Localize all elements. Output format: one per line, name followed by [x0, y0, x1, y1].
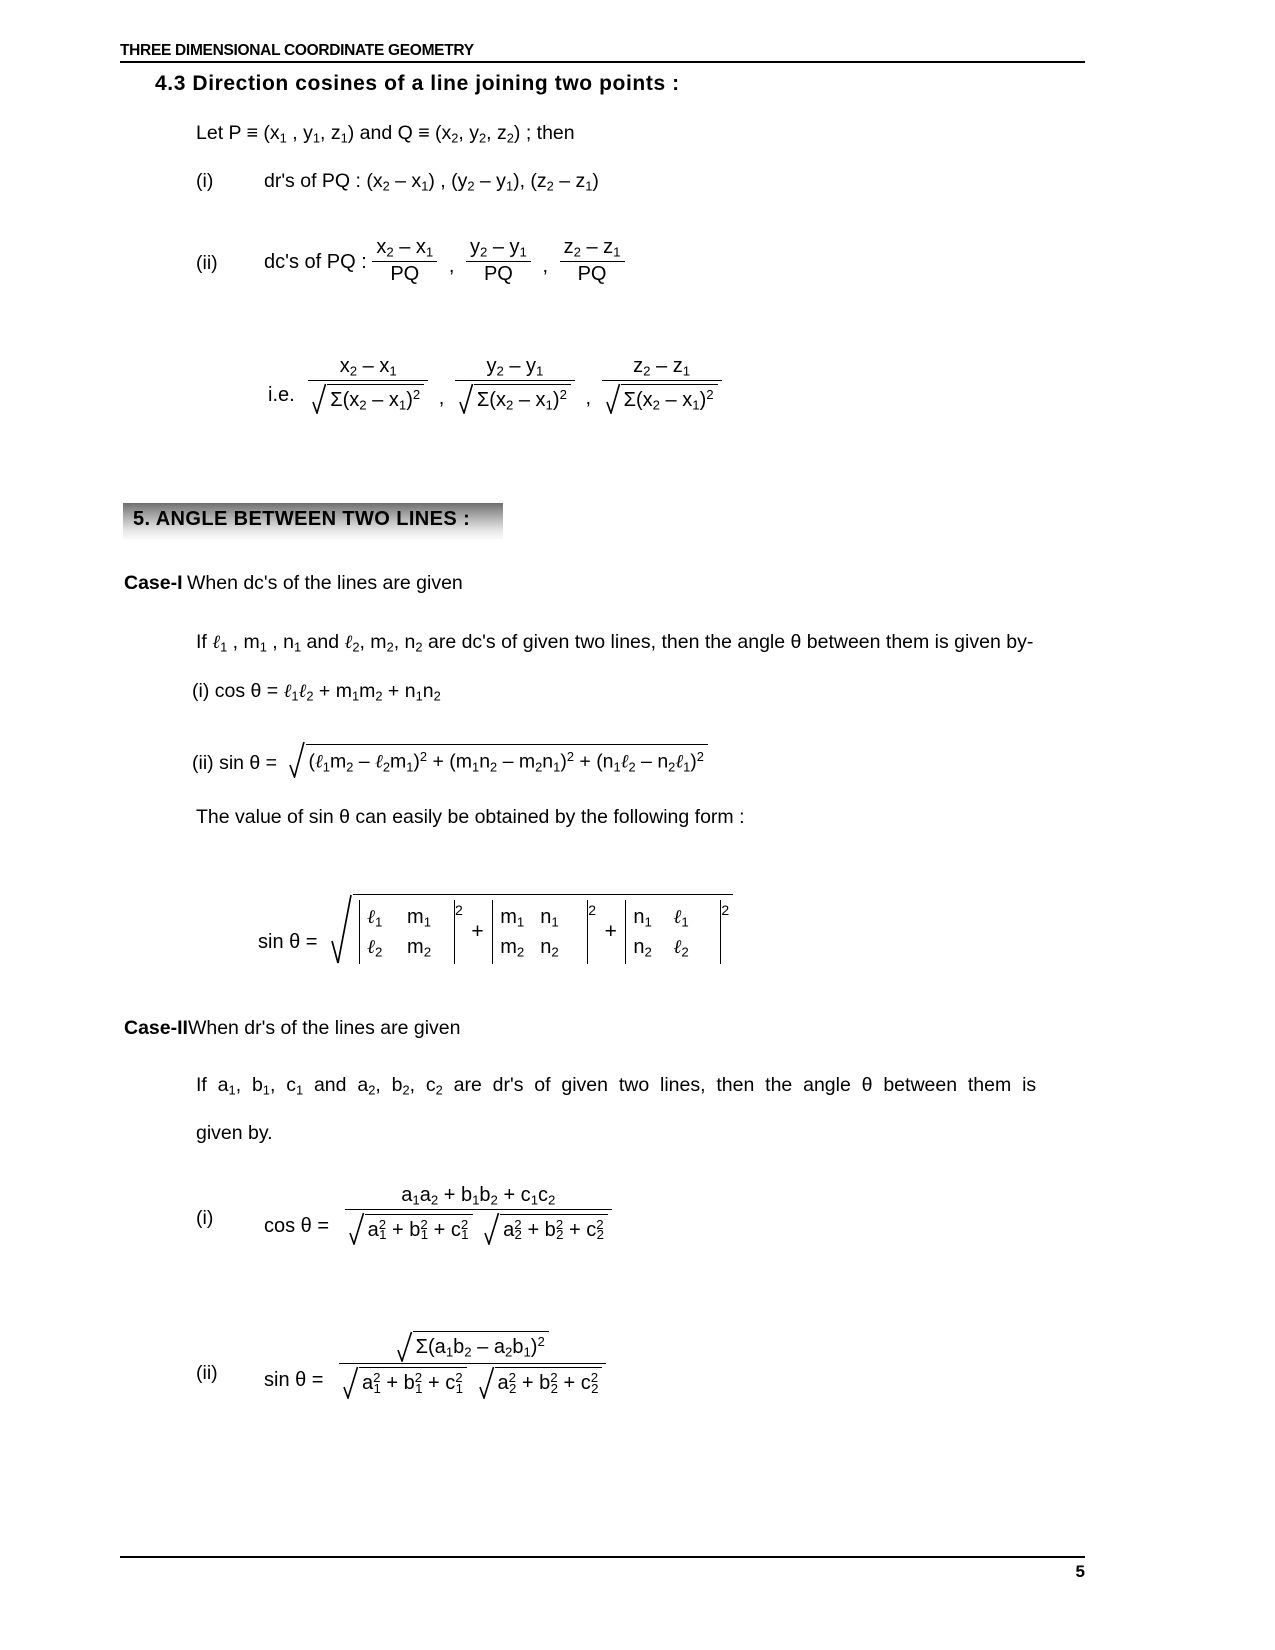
radical-sign-icon — [331, 893, 353, 965]
cos-theta-denominator — [345, 1209, 612, 1245]
cos-theta-numerator: $a_1a_2 + b_1b_2 + c_1c_2$ — [401, 1184, 556, 1208]
ie-fraction-z-numerator: $z_2 - z_1$ — [633, 355, 691, 379]
comma-2: , — [542, 254, 548, 277]
header-rule — [120, 61, 1085, 63]
radicand-abc-3: $a^2_1 + b^2_1 + c^2_1$ — [359, 1367, 467, 1396]
radical-sign-icon — [484, 1211, 500, 1245]
let-prefix: Let P — [196, 122, 242, 144]
ie-comma-2: , — [585, 387, 592, 410]
ie-fraction-y — [455, 355, 575, 414]
determinant-3-row-2 — [633, 932, 713, 962]
ie-fraction-z-denominator — [602, 380, 722, 414]
case-2-formula-i-label: (i) — [196, 1207, 214, 1229]
ie-formula-line — [268, 355, 722, 414]
radical-sign-icon — [479, 1365, 495, 1399]
item-i-text: dr's of PQ : — [264, 170, 361, 192]
radical-sign-icon — [312, 382, 327, 414]
radicand-sigma-x: $\Sigma(x_2 - x_1)^2$ — [327, 384, 424, 413]
det3-r2-c2: ℓ$_2$ — [673, 935, 689, 960]
case-1-formula-ii — [192, 740, 708, 778]
item-ii-label: (ii) — [196, 252, 218, 274]
let-point-definition-line: Let $P \equiv (x_1$ , $y_1$, $z_1$) and $Q \equiv (x_2$, $y_2$, $z_2$) ; then — [196, 122, 575, 146]
det2-r2-c1: $m_2$ — [500, 936, 525, 960]
case-1-title: When dc's of the lines are given — [186, 572, 463, 594]
radicand-abc-2: $a^2_2 + b^2_2 + c^2_2$ — [500, 1214, 608, 1243]
ie-comma-1: , — [438, 387, 445, 410]
case-1-formula-i-label: (i) — [192, 680, 210, 702]
comma-1: , — [448, 254, 455, 277]
sin-theta-numerator — [339, 1330, 606, 1363]
determinant-1-row-2 — [367, 932, 447, 962]
det3-r2-c1: $n_2$ — [633, 936, 652, 960]
case-2-intro-line-1: If $a_1$, $b_1$, $c_1$ and $a_2$, $b_2$, $c_2$ are dr's of given two lines, then the angle θ between them is — [196, 1074, 1037, 1098]
radical-determinant — [331, 893, 733, 965]
det1-r1-c2: $m_1$ — [407, 905, 432, 930]
det3-r1-c1: $n_1$ — [633, 905, 652, 930]
case-2-title: When dr's of the lines are given — [187, 1017, 461, 1039]
determinant-2-power: 2 — [588, 901, 597, 918]
det1-r2-c2: $m_2$ — [407, 936, 432, 960]
radicand-sigma-z: $\Sigma(x_2 - x_1)^2$ — [621, 384, 718, 413]
case-2-formula-ii-label: (ii) — [196, 1362, 218, 1384]
ie-fraction-y-denominator — [455, 380, 575, 414]
ie-fraction-z — [602, 355, 722, 414]
radicand-abc-1: $a^2_1 + b^2_1 + c^2_1$ — [365, 1214, 473, 1243]
radical-sign-icon — [349, 1211, 365, 1245]
determinant-2-row-2 — [500, 932, 580, 962]
determinant-1-power: 2 — [455, 901, 463, 918]
ie-fraction-y-numerator: $y_2 - y_1$ — [486, 355, 544, 379]
determinant-2-row-1 — [500, 902, 580, 932]
equiv-symbol-1: ≡ — [246, 122, 264, 144]
determinant-1-row-1 — [367, 902, 447, 932]
running-head-text: THREE DIMENSIONAL COORDINATE GEOMETRY — [120, 42, 474, 59]
dc-fraction-x-denominator: PQ — [372, 261, 437, 287]
case-1-note: The value of sin θ can easily be obtained by the following form : — [196, 806, 745, 828]
radical-abc-2 — [484, 1211, 608, 1245]
determinant-3 — [625, 900, 721, 965]
radical-sigma-z — [606, 382, 718, 414]
let-and: and Q — [359, 122, 413, 144]
determinant-formula-lhs: sin θ = — [258, 930, 318, 953]
det2-r2-c2: $n_2$ — [540, 936, 559, 960]
dc-fraction-x-numerator: $x_2 - x_1$ — [376, 236, 434, 260]
item-i-content: dr's of PQ : $(x_2 - x_1)$ , $(y_2 - y_1)$, $(z_2 - z_1)$ — [264, 170, 599, 194]
dc-fraction-z-denominator: PQ — [560, 261, 625, 287]
determinant-3-power: 2 — [721, 901, 730, 918]
radical-sigma-x — [312, 382, 424, 414]
ie-label: i.e. — [268, 384, 295, 407]
radical-sign-icon — [397, 1330, 413, 1362]
ie-fraction-x-denominator — [308, 380, 428, 414]
case-1-label: Case-I — [124, 572, 183, 594]
let-suffix: ; then — [525, 122, 575, 144]
item-ii-content — [264, 236, 625, 287]
radical-sigma-ab — [397, 1330, 549, 1362]
case-1-formula-i: (i) cos θ = ℓ$_1$ℓ$_2$ + $m_1m_2 + n_1n_2$ — [192, 680, 441, 704]
subsection-heading-4-3: 4.3 Direction cosines of a line joining two points : — [155, 72, 680, 95]
radical-sign-icon — [343, 1365, 359, 1399]
radical-abc-1 — [349, 1211, 473, 1245]
radical-sign-icon — [289, 740, 306, 778]
determinant-operator-1: + — [471, 920, 484, 943]
determinant-operator-2: + — [604, 920, 617, 943]
ie-fraction-x-numerator: $x_2 - x_1$ — [339, 355, 397, 379]
item-i-label: (i) — [196, 170, 214, 192]
case-2-line — [124, 1017, 461, 1040]
footer-rule — [120, 1556, 1085, 1558]
radicand-sigma-y: $\Sigma(x_2 - x_1)^2$ — [474, 384, 571, 413]
radicand-abc-4: $a^2_2 + b^2_2 + c^2_2$ — [495, 1367, 603, 1396]
det2-r1-c1: $m_1$ — [500, 905, 525, 930]
case-2-formula-i-lhs: cos θ = — [264, 1215, 330, 1238]
case-1-line — [124, 572, 463, 595]
case-2-formula-i — [264, 1184, 612, 1245]
determinant-2 — [492, 900, 588, 965]
case-2-label: Case-II — [124, 1017, 188, 1039]
dc-fraction-y-numerator: $y_2 - y_1$ — [469, 236, 527, 260]
determinant-formula — [258, 893, 733, 965]
radicand-sin-expansion: ($\ell_1m_2$ – $\ell_2m_1)^2 + (m_1n_2 - m_2n_1)^2$ + ($n_1\ell_2$ – $n_2\ell_1)^2$ — [306, 744, 708, 774]
det2-r1-c2: $n_1$ — [540, 905, 559, 930]
dc-fraction-y-denominator: PQ — [466, 261, 531, 287]
page-number: 5 — [1075, 1562, 1085, 1581]
det1-r1-c1: ℓ$_1$ — [367, 904, 383, 930]
dc-fraction-z-numerator: $z_2 - z_1$ — [563, 236, 621, 260]
radical-sin-expansion — [289, 740, 708, 778]
radicand-determinants — [353, 894, 733, 965]
radical-sigma-y — [459, 382, 571, 414]
ie-fraction-x — [308, 355, 428, 414]
equiv-symbol-2: ≡ — [418, 122, 435, 144]
radical-sign-icon — [459, 382, 474, 414]
case-2-formula-ii-lhs: sin θ = — [264, 1369, 324, 1391]
section-5-heading: 5. ANGLE BETWEEN TWO LINES : — [133, 508, 471, 530]
determinant-1 — [359, 900, 455, 965]
item-ii-text: dc's of PQ : — [264, 250, 367, 273]
det3-r1-c2: ℓ$_1$ — [673, 904, 689, 930]
dc-fraction-y — [466, 236, 531, 287]
case-1-formula-ii-lhs: (ii) sin θ = — [192, 751, 278, 774]
radical-abc-3 — [343, 1365, 467, 1399]
radical-abc-4 — [479, 1365, 603, 1399]
dc-fraction-x — [372, 236, 437, 287]
case-1-intro: If ℓ$_1$ , $m_1$ , $n_1$ and ℓ$_2$, $m_2$, $n_2$ are dc's of given two lines, then the angle θ between them is given by- — [196, 631, 1034, 655]
case-2-formula-ii — [264, 1330, 606, 1399]
sin-theta-denominator — [339, 1363, 606, 1399]
running-head — [120, 42, 1085, 60]
cos-theta-fraction — [345, 1184, 612, 1245]
dc-fraction-z — [560, 236, 625, 287]
sin-theta-fraction — [339, 1330, 606, 1399]
case-2-intro-line-2: given by. — [196, 1122, 273, 1144]
det1-r2-c1: ℓ$_2$ — [367, 935, 383, 960]
determinant-3-row-1 — [633, 902, 713, 932]
radical-sign-icon — [606, 382, 621, 414]
radicand-sigma-ab: $\Sigma(a_1b_2 - a_2b_1)^2$ — [413, 1331, 549, 1360]
